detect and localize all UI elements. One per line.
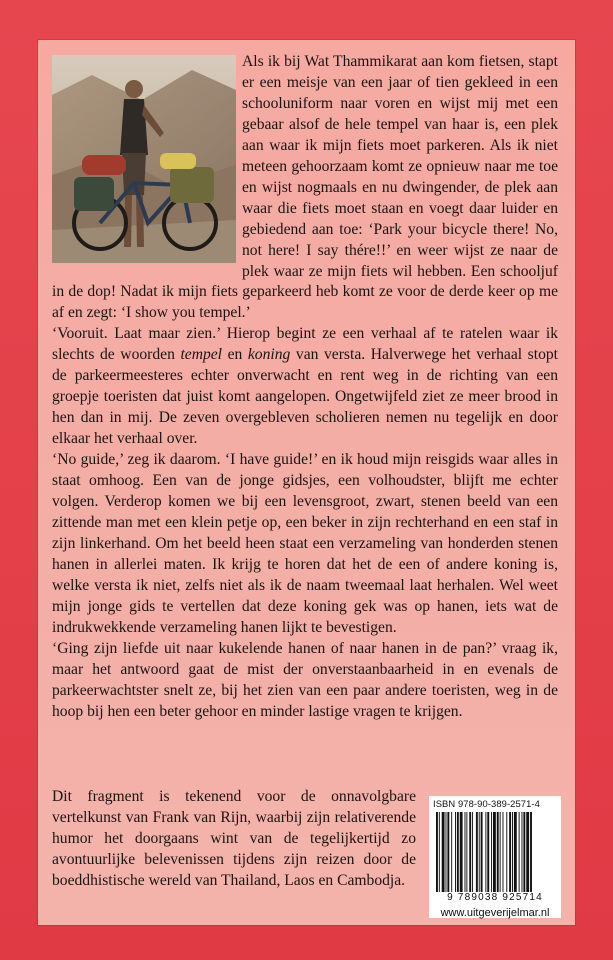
barcode-bar bbox=[455, 812, 456, 892]
barcode-bar bbox=[493, 812, 496, 892]
blurb-text: Dit fragment is tekenend voor de onnavolgbare vertelkunst van Frank van Rijn, waarbij zijn relativerende humor het doorgaans wint van de tegelijkertijd zo avontuurlijke belevenissen tijdens zijn reizen door de boeddhistische wereld van Thailand, Laos en Cambodja. bbox=[52, 788, 416, 889]
barcode-bar bbox=[457, 812, 459, 892]
barcode-bar bbox=[509, 812, 511, 892]
barcode-bar bbox=[519, 812, 520, 892]
barcode-bar bbox=[466, 812, 467, 892]
isbn-label: ISBN 978-90-389-2571-4 bbox=[433, 798, 540, 809]
story-emphasis-koning: koning bbox=[247, 346, 291, 364]
story-paragraph-2-part-a: ‘Vooruit. Laat maar zien.’ Hierop begint ze een verhaal af te ratelen waar ik slechts de woorden bbox=[52, 325, 558, 364]
barcode-bar bbox=[481, 812, 483, 892]
barcode-bar bbox=[500, 812, 501, 892]
barcode-bar bbox=[479, 812, 480, 892]
barcode-bar bbox=[514, 812, 517, 892]
story-emphasis-tempel: tempel bbox=[180, 346, 223, 364]
barcode-bar bbox=[485, 812, 486, 892]
barcode-bar bbox=[446, 812, 447, 892]
story-paragraph-3: ‘No guide,’ zeg ik daarom. ‘I have guide!’ en ik houd mijn reisgids waar alles in staat omhoog. Een van de jonge gidsjes, een volhoudster, blijft me echter volgen. Verderop komen we bij een levensgroot, zwart, stenen beeld van een zittende man met een klein petje op, een beker in zijn rechterhand en een staf in zijn linkerhand. Om het beeld heen staat een verzameling van honderden stenen hanen in allerlei maten. Ik krijg te horen dat het de een of andere koning is, welke versta ik niet, zelfs niet als ik de naam tweemaal laat herhalen. Wel weet mijn jonge gids te vertellen dat deze koning gek was op hanen, iets wat de indrukwekkende verzameling hanen lijkt te bevestigen. bbox=[52, 451, 558, 636]
barcode-bar bbox=[487, 812, 489, 892]
barcode-bar bbox=[447, 812, 449, 892]
barcode-bar bbox=[460, 812, 463, 892]
barcode-bar bbox=[512, 812, 513, 892]
barcode-bar bbox=[472, 812, 473, 892]
photo-float-spacer bbox=[52, 52, 242, 265]
barcode-bar bbox=[465, 812, 466, 892]
barcode-bar bbox=[451, 812, 452, 892]
barcode-bar bbox=[436, 812, 438, 892]
barcode-bar bbox=[469, 812, 471, 892]
story-paragraph-4: ‘Ging zijn liefde uit naar kukelende hanen of naar hanen in de pan?’ vraag ik, maar het antwoord gaat de mist der onverstaanbaarheid in en evenals de parkeerwachtster snelt ze, bij het zien van een paar andere toeristen, weg in de hoop bij hen een beter gehoor en minder lastige vragen te krijgen. bbox=[52, 639, 558, 720]
barcode-bar bbox=[503, 812, 504, 892]
barcode-bar bbox=[439, 812, 440, 892]
story-text bbox=[52, 52, 558, 723]
barcode-bar bbox=[530, 812, 532, 892]
barcode-bar bbox=[522, 812, 523, 892]
barcode-bar bbox=[442, 812, 445, 892]
barcode-digits: 9 789038 925714 bbox=[447, 892, 543, 903]
barcode-bar bbox=[497, 812, 499, 892]
story-paragraph-2-part-c: van versta. Halverwege het verhaal stopt de parkeermeesteres echter onverwacht en rent weg in de richting van een groepje toeristen dat juist komt aangelopen. Ongetwijfeld ziet ze meer brood in hen dan in mij. De zeven overgebleven scholieren nemen nu tegelijk en door elkaar het verhaal over. bbox=[52, 346, 559, 448]
story-paragraph-1: Als ik bij Wat Thammikarat aan kom fietsen, stapt er een meisje van een jaar of tien gekleed in een schooluniform naar voren en wijst mij met een gebaar alsof de hele tempel van haar is, een plek aan waar ik mijn fiets moet parkeren. Als ik niet meteen gehoorzaam komt ze opnieuw naar me toe en wijst nogmaals en nu dwingender, de plek aan waar die fiets moet staan en voegt daar luider en gebiedend aan toe: ‘Park your bicycle there! No, not here! I say thére!!’ en weer wijst ze naar de plek waar ze mijn fiets wil hebben. Een schooljuf in de dop! Nadat ik mijn fiets geparkeerd heb komt ze voor de derde keer op me af en zegt: ‘I show you tempel.’ bbox=[52, 53, 558, 322]
story-paragraph-2 bbox=[52, 324, 558, 450]
barcode-bar bbox=[491, 812, 492, 892]
story-paragraph-2-part-b: en bbox=[222, 346, 248, 364]
barcode-bar bbox=[476, 812, 478, 892]
barcode-bar bbox=[506, 812, 507, 892]
barcode-bar bbox=[523, 812, 525, 892]
publisher-website: www.uitgeverijelmar.nl bbox=[440, 907, 550, 919]
barcode bbox=[432, 812, 558, 894]
barcode-bar bbox=[526, 812, 529, 892]
